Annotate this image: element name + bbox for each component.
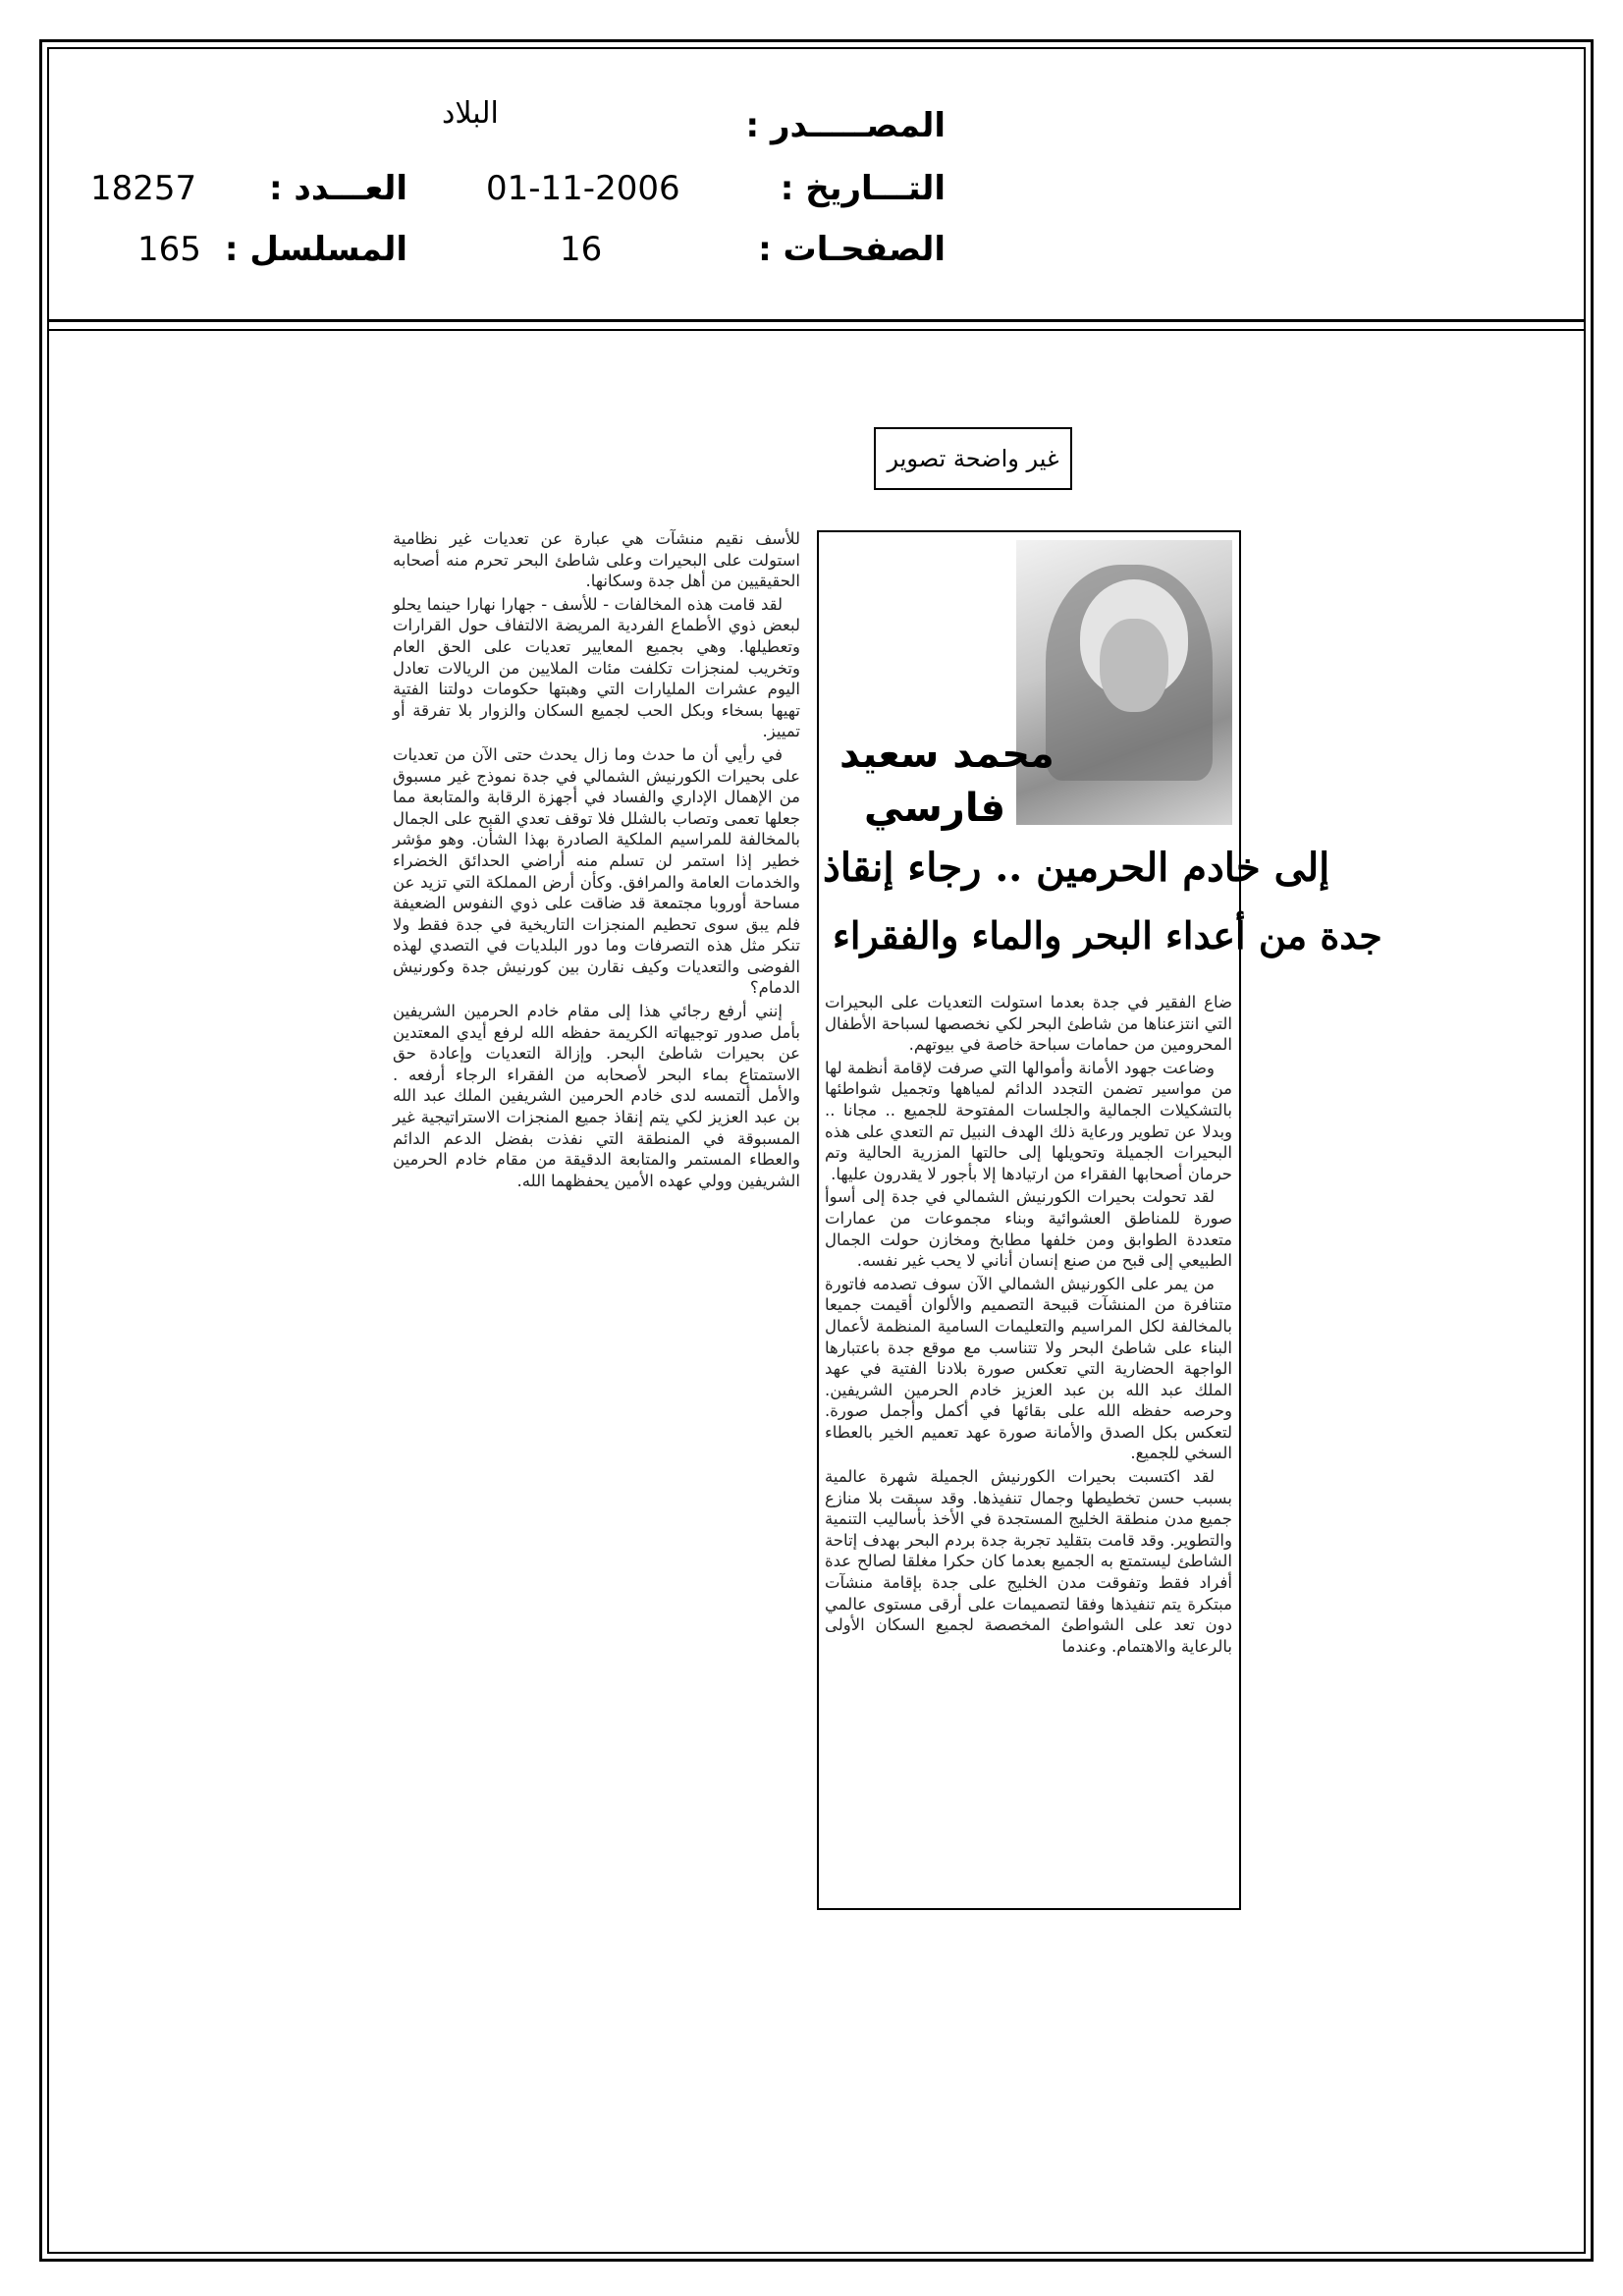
paragraph: ضاع الفقير في جدة بعدما استولت التعديات على البحيرات التي انتزعناها من شاطئ البحر لكي نخصصها لسباحة الأطفال المحرومين من حمامات سباحة خاصة في بيوتهم. [825, 993, 1232, 1055]
author-name: محمد سعيد [839, 732, 1055, 777]
header-divider [47, 319, 1586, 322]
headline-line-2: جدة من أعداء البحر والماء والفقراء [833, 913, 1382, 957]
article-column-left [393, 528, 800, 1353]
paragraph: للأسف نقيم منشآت هي عبارة عن تعديات غير نظامية استولت على البحيرات وعلى شاطئ البحر تحرم منه أصحابه الحقيقيين من أهل جدة وسكانها. [393, 529, 800, 591]
paragraph: وضاعت جهود الأمانة وأموالها التي صرفت لإقامة أنظمة لها من مواسير تضمن التجدد الدائم لمياهها وتجميل شواطئها بالتشكيلات الجمالية والجلسات المفتوحة للجميع .. مجانا .. وبدلا عن تطوير ورعاية ذلك الهدف النبيل تم التعدي على هذه البحيرات الجميلة وتحويلها إلى حالتها المزرية الحالية وتم حرمان أصحابها الفقراء من ارتيادها إلا بأجور لا يقدرون عليها. [825, 1058, 1232, 1183]
serial-label: المسلسل : [224, 230, 407, 269]
issue-label: العـــدد : [269, 169, 407, 208]
source-value: البلاد [442, 96, 499, 131]
author-photo [1016, 540, 1232, 825]
headline-line-1: إلى خادم الحرمين .. رجاء إنقاذ [823, 845, 1330, 891]
date-label: التـــاريخ : [780, 169, 946, 208]
paragraph: من يمر على الكورنيش الشمالي الآن سوف تصدمه فاتورة متنافرة من المنشآت قبيحة التصميم والألوان أقيمت جميعا بالمخالفة لكل المراسيم والتعليمات السامية المنظمة لأعمال البناء على شاطئ البحر ولا تتناسب مع موقع جدة باعتبارها الواجهة الحضارية التي تعكس صورة بلادنا الفتية في عهد الملك عبد الله بن عبد العزيز خادم الحرمين الشريفين. وحرصه حفظه الله على بقائها في أكمل وأجمل صورة. لتعكس بكل الصدق والأمانة صورة عهد تعميم الخير بالعطاء السخي للجميع. [825, 1274, 1232, 1463]
paragraph: لقد قامت هذه المخالفات - للأسف - جهارا نهارا حينما يحلو لبعض ذوي الأطماع الفردية المريضة الالتفاف حول القرارات وتعطيلها. وهي بجميع المعايير تعديات على الحق العام وتخريب لمنجزات تكلفت مئات الملايين من الريالات تعادل اليوم عشرات المليارات التي وهبتها حكومات دولتنا الفتية تهيها بسخاء وبكل الحب لجميع السكان والزوار بلا تفرقة أو تمييز. [393, 594, 800, 741]
pages-value: 16 [560, 230, 603, 269]
paragraph: لقد تحولت بحيرات الكورنيش الشمالي في جدة إلى أسوأ صورة للمناطق العشوائية وبناء مجموعات من عمارات متعددة الطوابق ومن خلفها مطابخ ومخازن حولت الجمال الطبيعي إلى قبح من صنع إنسان أناني لا يحب غير نفسه. [825, 1187, 1232, 1271]
paragraph: لقد اكتسبت بحيرات الكورنيش الجميلة شهرة عالمية بسبب حسن تخطيطها وجمال تنفيذها. وقد سبقت بلا منازع جميع مدن منطقة الخليج المستجدة في الأخذ بأساليب التنمية والتطوير. وقد قامت بتقليد تجربة جدة بردم البحر بهدف إتاحة الشاطئ ليستمتع به الجميع بعدما كان حكرا مغلقا لصالح عدة أفراد فقط وتفوقت مدن الخليج على جدة بإقامة منشآت مبتكرة يتم تنفيذها وفقا لتصميمات على أرقى مستوى عالمي دون تعد على الشواطئ المخصصة لجميع السكان الأولى بالرعاية والاهتمام. وعندما [825, 1467, 1232, 1656]
article-column-right [825, 992, 1232, 1905]
paragraph: في رأيي أن ما حدث وما زال يحدث حتى الآن من تعديات على بحيرات الكورنيش الشمالي في جدة نموذج غير مسبوق من الإهمال الإداري والفساد في أجهزة الرقابة والمتابعة مما جعلها تعمى وتصاب بالشلل فلا توقف تعدي القبح على الجمال بالمخالفة للمراسيم الملكية الصادرة بهذا الشأن. وهو مؤشر خطير إذا استمر لن تسلم منه أراضي الحدائق الخضراء والخدمات العامة والمرافق. وكأن أرض المملكة التي تزيد عن مساحة أوروبا مجتمعة قد ضاقت على ذوي النفوس الضعيفة فلم يبق سوى تحطيم المنجزات التاريخية في جدة فقط ولا تنكر مثل هذه التصرفات وما دور البلديات في التصدي لهذه الفوضى والتعديات وكيف نقارن بين كورنيش جدة وكورنيش الدمام؟ [393, 744, 800, 998]
issue-value: 18257 [90, 169, 197, 208]
unclear-copy-stamp: غير واضحة تصوير [874, 427, 1072, 490]
photo-shape [1100, 619, 1168, 712]
header-divider-inner [47, 329, 1586, 331]
source-label: المصـــــدر : [745, 106, 946, 145]
date-value: 01-11-2006 [486, 169, 680, 208]
paragraph: إنني أرفع رجائي هذا إلى مقام خادم الحرمين الشريفين بأمل صدور توجيهاته الكريمة حفظه الله لرفع أيدي المعتدين عن بحيرات شاطئ البحر. وإزالة التعديات وإعادة حق الاستمتاع بماء البحر لأصحابه من الفقراء الرجاء أرفعه . والأمل ألتمسه لدى خادم الحرمين الشريفين الملك عبد الله بن عبد العزيز لكي يتم إنقاذ جميع المنجزات الاستراتيجية غير المسبوقة في المنطقة التي نفذت بفضل الدعم الدائم والعطاء المستمر والمتابعة الدقيقة من مقام خادم الحرمين الشريفين وولي عهده الأمين يحفظهما الله. [393, 1002, 800, 1190]
serial-value: 165 [137, 230, 201, 269]
author-surname: فارسي [864, 786, 1006, 831]
pages-label: الصفحـات : [758, 230, 946, 269]
